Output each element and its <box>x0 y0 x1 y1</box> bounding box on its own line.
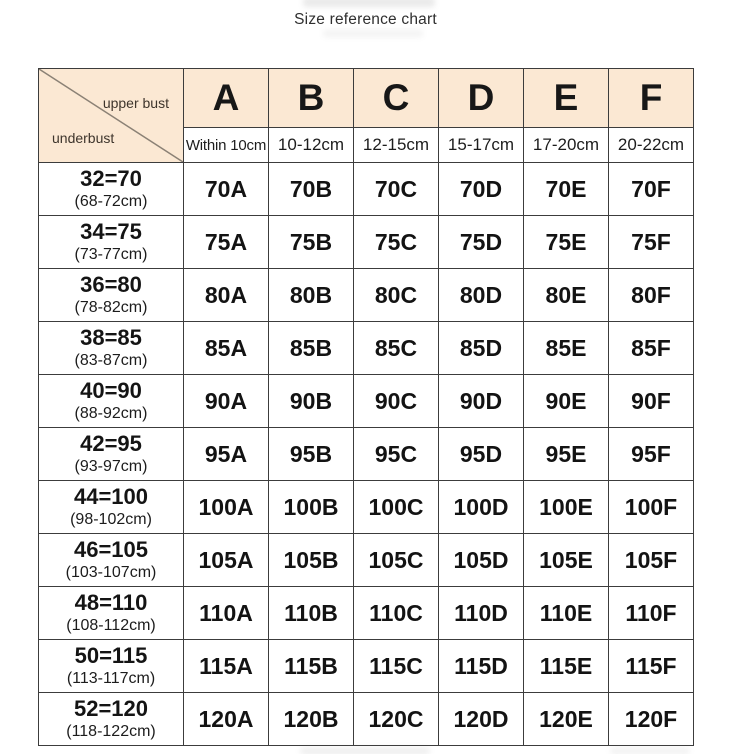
underbust-size: 52=120 <box>73 695 149 721</box>
size-cell: 90F <box>609 375 694 428</box>
underbust-range: (68-72cm) <box>74 193 148 210</box>
size-cell: 75B <box>269 216 354 269</box>
size-cell: 90E <box>524 375 609 428</box>
underbust-range: (78-82cm) <box>74 299 148 316</box>
table-row <box>39 163 694 216</box>
size-cell: 115E <box>524 640 609 693</box>
diagonal-line <box>39 69 183 162</box>
watermark-smudge-bottom <box>300 748 430 754</box>
size-cell: 105C <box>354 534 439 587</box>
size-cell: 115C <box>354 640 439 693</box>
size-cell: 100F <box>609 481 694 534</box>
watermark-smudge-bottom-right <box>610 748 690 754</box>
underbust-size: 42=95 <box>80 430 142 456</box>
size-cell: 120B <box>269 693 354 746</box>
underbust-range: (118-122cm) <box>66 723 156 740</box>
table-row <box>39 481 694 534</box>
size-cell: 80C <box>354 269 439 322</box>
size-cell: 110B <box>269 587 354 640</box>
table-row <box>39 534 694 587</box>
size-cell: 80A <box>184 269 269 322</box>
size-cell: 90B <box>269 375 354 428</box>
column-letter-C: C <box>354 69 439 128</box>
size-cell: 90D <box>439 375 524 428</box>
underbust-range: (108-112cm) <box>66 617 156 634</box>
cup-letters-row <box>39 69 694 128</box>
size-cell: 115D <box>439 640 524 693</box>
size-cell: 115B <box>269 640 354 693</box>
column-range-C: 12-15cm <box>354 128 439 163</box>
size-cell: 115F <box>609 640 694 693</box>
column-letter-F: F <box>609 69 694 128</box>
size-cell: 75D <box>439 216 524 269</box>
size-cell: 90A <box>184 375 269 428</box>
row-header <box>39 587 184 640</box>
table-row <box>39 587 694 640</box>
size-reference-table <box>38 68 694 746</box>
underbust-range: (83-87cm) <box>74 352 148 369</box>
underbust-range: (103-107cm) <box>65 564 157 581</box>
table-row <box>39 322 694 375</box>
size-cell: 120D <box>439 693 524 746</box>
size-cell: 95D <box>439 428 524 481</box>
column-letter-E: E <box>524 69 609 128</box>
underbust-size: 50=115 <box>74 642 148 668</box>
table-header <box>39 69 694 163</box>
underbust-size: 48=110 <box>74 589 148 615</box>
size-cell: 105F <box>609 534 694 587</box>
size-cell: 100C <box>354 481 439 534</box>
size-cell: 75A <box>184 216 269 269</box>
underbust-size: 32=70 <box>80 165 142 191</box>
row-header <box>39 428 184 481</box>
underbust-size: 44=100 <box>73 483 149 509</box>
size-cell: 105A <box>184 534 269 587</box>
size-cell: 110F <box>609 587 694 640</box>
size-cell: 80E <box>524 269 609 322</box>
underbust-range: (93-97cm) <box>74 458 148 475</box>
size-cell: 75F <box>609 216 694 269</box>
size-cell: 70F <box>609 163 694 216</box>
size-cell: 100E <box>524 481 609 534</box>
table-row <box>39 269 694 322</box>
underbust-range: (88-92cm) <box>74 405 148 422</box>
column-range-A: Within 10cm <box>184 128 269 163</box>
size-cell: 85E <box>524 322 609 375</box>
underbust-size: 40=90 <box>80 377 142 403</box>
size-cell: 110D <box>439 587 524 640</box>
row-header <box>39 269 184 322</box>
row-header <box>39 640 184 693</box>
underbust-range: (113-117cm) <box>66 670 156 687</box>
size-cell: 80B <box>269 269 354 322</box>
size-cell: 100A <box>184 481 269 534</box>
table-row <box>39 375 694 428</box>
corner-label-underbust: underbust <box>52 130 115 146</box>
size-cell: 120F <box>609 693 694 746</box>
underbust-range: (73-77cm) <box>74 246 148 263</box>
size-cell: 95A <box>184 428 269 481</box>
column-letter-A: A <box>184 69 269 128</box>
size-cell: 85F <box>609 322 694 375</box>
table-row <box>39 428 694 481</box>
corner-cell <box>39 69 184 163</box>
size-cell: 100B <box>269 481 354 534</box>
size-cell: 110E <box>524 587 609 640</box>
size-cell: 120C <box>354 693 439 746</box>
size-cell: 80D <box>439 269 524 322</box>
row-header <box>39 163 184 216</box>
column-range-D: 15-17cm <box>439 128 524 163</box>
size-cell: 75E <box>524 216 609 269</box>
column-letter-D: D <box>439 69 524 128</box>
size-cell: 85D <box>439 322 524 375</box>
size-cell: 75C <box>354 216 439 269</box>
watermark-smudge-under-title <box>323 30 423 37</box>
table-row <box>39 693 694 746</box>
underbust-size: 34=75 <box>80 218 142 244</box>
table-row <box>39 640 694 693</box>
size-cell: 80F <box>609 269 694 322</box>
size-cell: 90C <box>354 375 439 428</box>
table-row <box>39 216 694 269</box>
row-header <box>39 322 184 375</box>
size-cell: 95C <box>354 428 439 481</box>
corner-label-upper-bust: upper bust <box>102 95 169 111</box>
size-cell: 70D <box>439 163 524 216</box>
size-cell: 100D <box>439 481 524 534</box>
size-cell: 110C <box>354 587 439 640</box>
size-cell: 85A <box>184 322 269 375</box>
column-range-F: 20-22cm <box>609 128 694 163</box>
table-body <box>39 163 694 746</box>
row-header <box>39 693 184 746</box>
row-header <box>39 481 184 534</box>
underbust-size: 46=105 <box>73 536 149 562</box>
size-cell: 70E <box>524 163 609 216</box>
underbust-size: 38=85 <box>80 324 142 350</box>
size-cell: 70B <box>269 163 354 216</box>
watermark-smudge-top <box>303 0 435 7</box>
size-cell: 105B <box>269 534 354 587</box>
size-cell: 105E <box>524 534 609 587</box>
size-cell: 120A <box>184 693 269 746</box>
underbust-range: (98-102cm) <box>70 511 152 528</box>
row-header <box>39 534 184 587</box>
size-cell: 115A <box>184 640 269 693</box>
size-cell: 105D <box>439 534 524 587</box>
size-cell: 85C <box>354 322 439 375</box>
size-cell: 70C <box>354 163 439 216</box>
size-cell: 95F <box>609 428 694 481</box>
size-cell: 95E <box>524 428 609 481</box>
row-header <box>39 216 184 269</box>
column-letter-B: B <box>269 69 354 128</box>
row-header <box>39 375 184 428</box>
underbust-size: 36=80 <box>80 271 142 297</box>
page-title: Size reference chart <box>294 11 437 28</box>
column-range-B: 10-12cm <box>269 128 354 163</box>
size-cell: 110A <box>184 587 269 640</box>
size-cell: 85B <box>269 322 354 375</box>
size-cell: 95B <box>269 428 354 481</box>
size-cell: 70A <box>184 163 269 216</box>
column-range-E: 17-20cm <box>524 128 609 163</box>
size-cell: 120E <box>524 693 609 746</box>
